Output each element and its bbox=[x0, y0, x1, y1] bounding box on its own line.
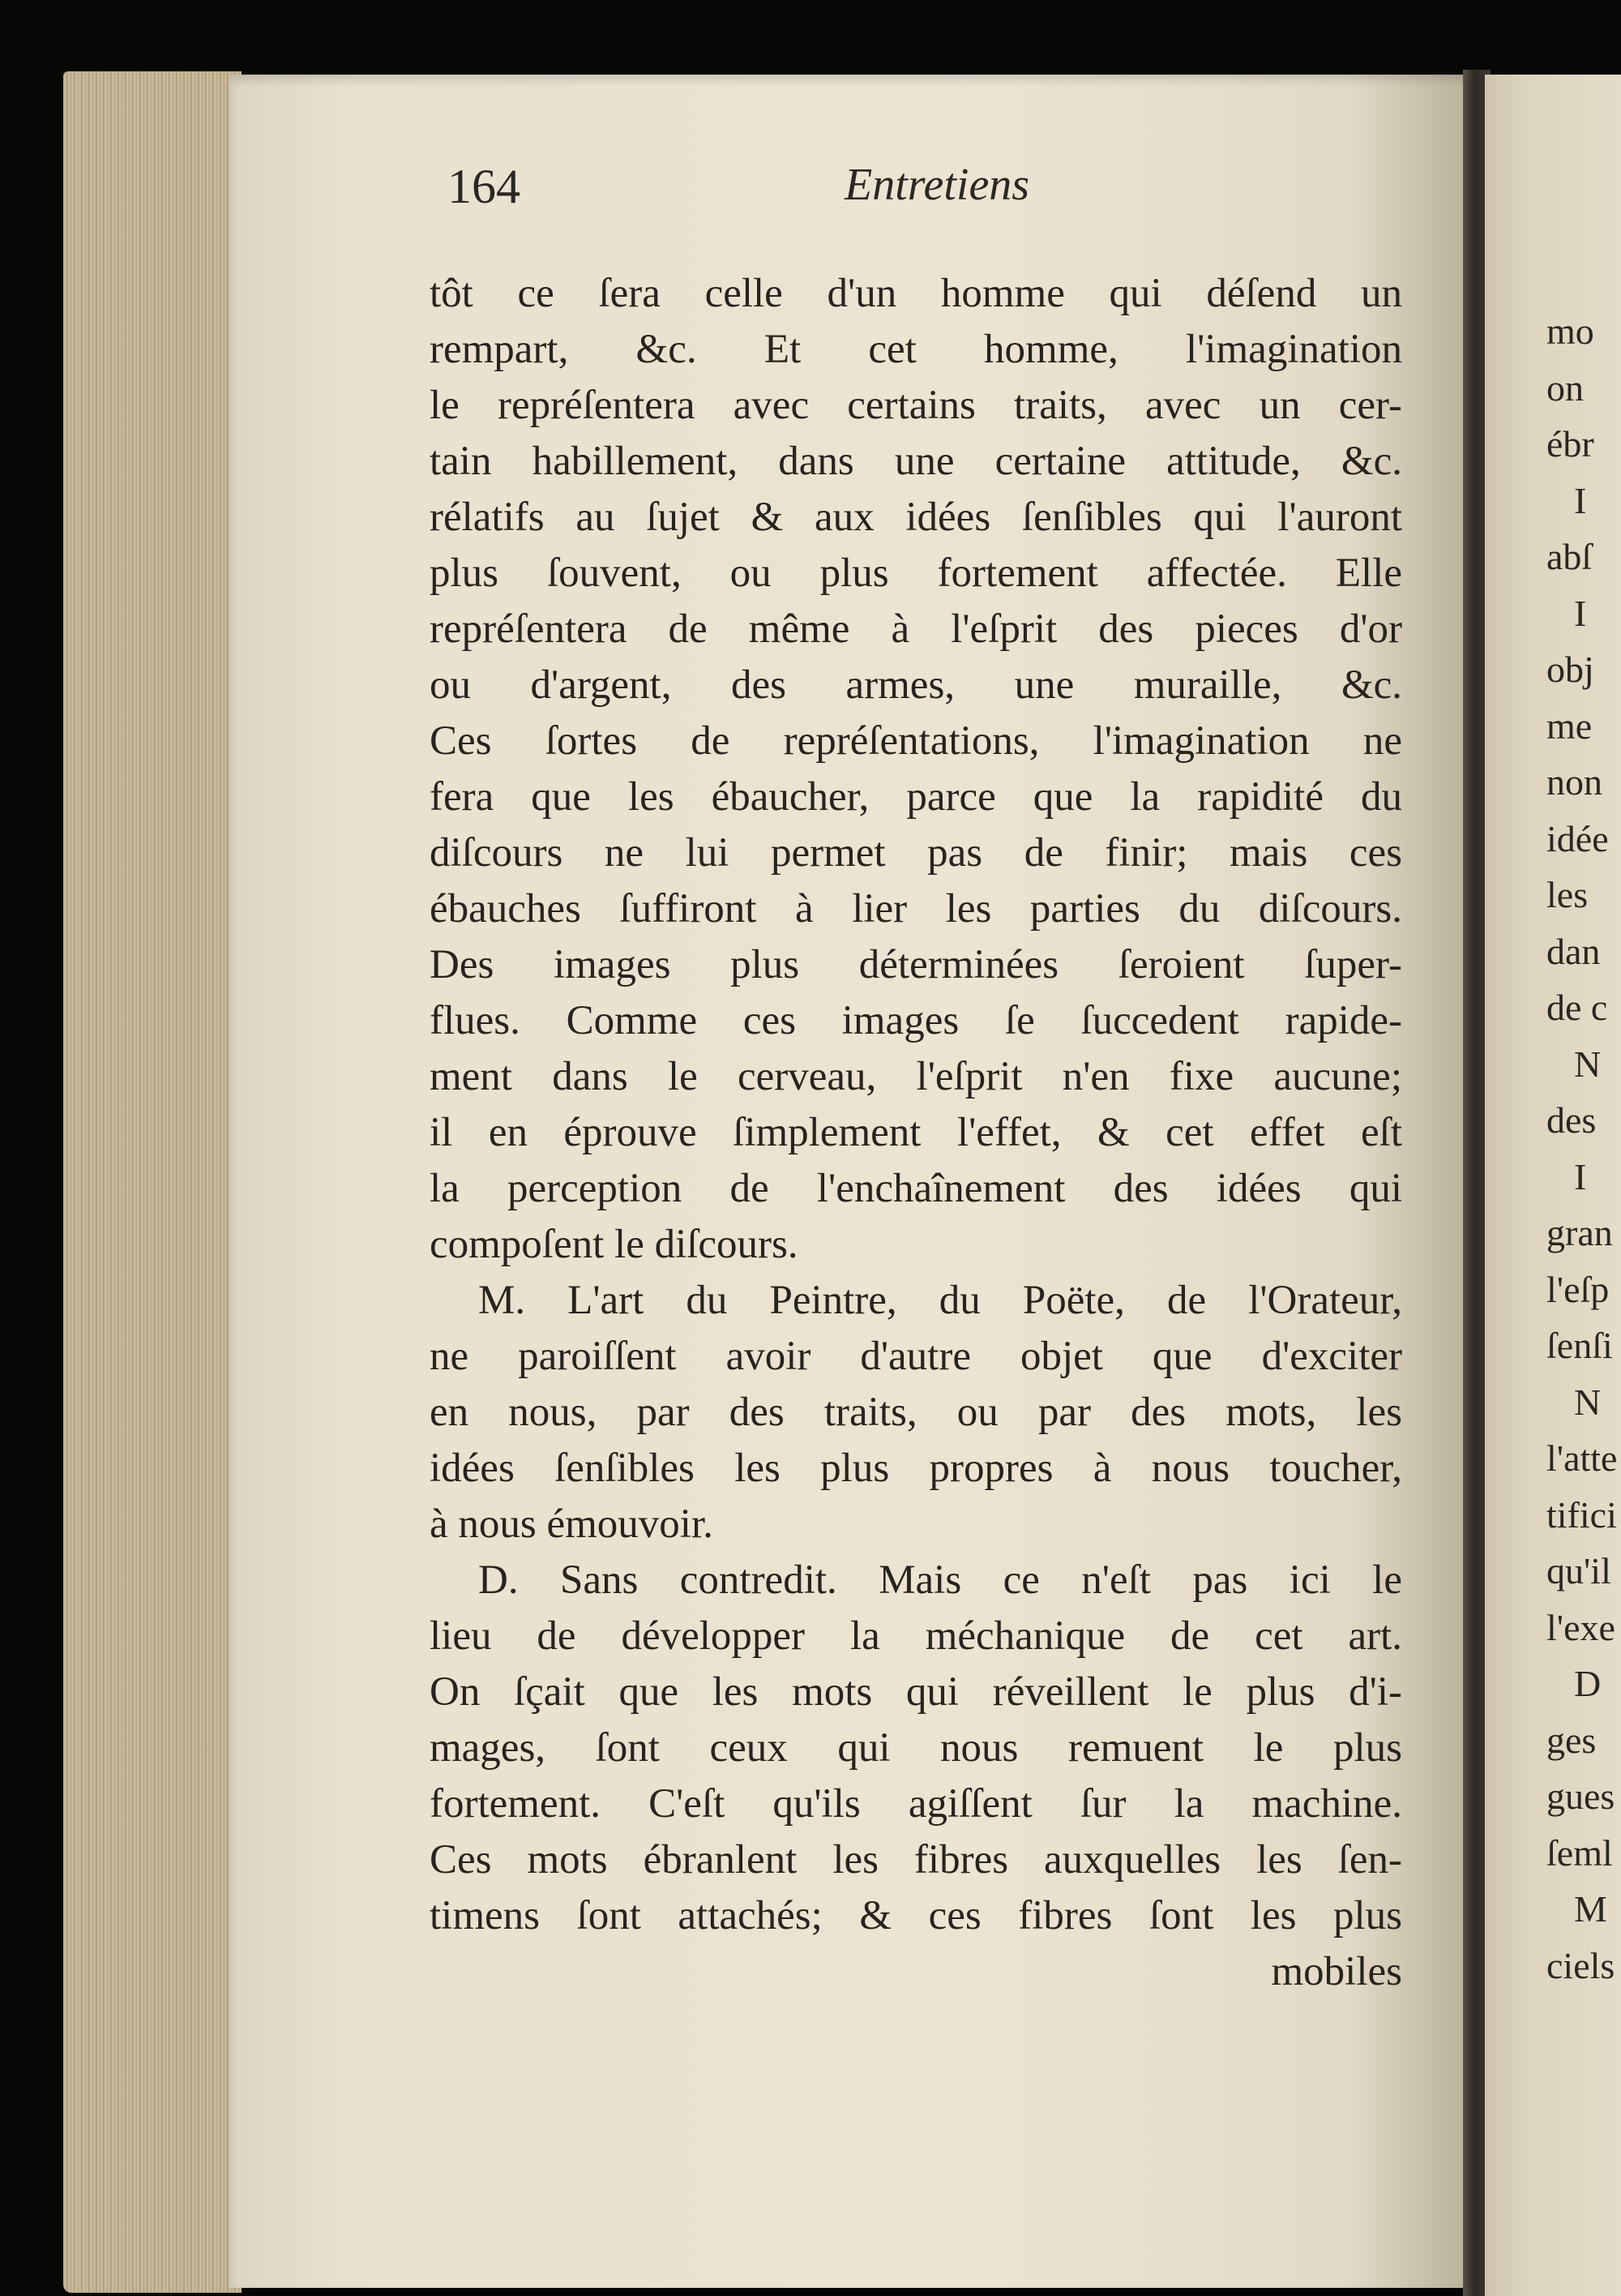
facing-line-fragment: ébr bbox=[1546, 423, 1594, 465]
facing-line-fragment: gran bbox=[1546, 1212, 1613, 1253]
text-line: idées ſenſibles les plus propres à nous toucher, bbox=[430, 1446, 1402, 1491]
text-line: D. Sans contredit. Mais ce n'eſt pas ici le bbox=[478, 1557, 1402, 1603]
facing-line-fragment: les bbox=[1546, 874, 1589, 915]
facing-line-fragment: M bbox=[1574, 1888, 1607, 1930]
text-line: timens ſont attachés; & ces fibres ſont les plus bbox=[430, 1893, 1402, 1938]
facing-line-fragment: ciels bbox=[1546, 1944, 1615, 1986]
facing-line-fragment: abſ bbox=[1546, 536, 1593, 577]
text-line: rempart, &c. Et cet homme, l'imagination bbox=[430, 327, 1402, 372]
facing-line-fragment: mo bbox=[1546, 311, 1594, 352]
facing-line-fragment: me bbox=[1546, 705, 1593, 747]
text-line: ou d'argent, des armes, une muraille, &c. bbox=[430, 662, 1402, 708]
facing-line-fragment: I bbox=[1574, 1155, 1587, 1197]
text-line: à nous émouvoir. bbox=[430, 1501, 713, 1547]
facing-line-fragment: obj bbox=[1546, 649, 1594, 690]
facing-line-fragment: non bbox=[1546, 761, 1602, 803]
facing-line-fragment: I bbox=[1574, 479, 1587, 521]
text-line: fera que les ébaucher, parce que la rapidité du bbox=[430, 774, 1402, 820]
text-line: ment dans le cerveau, l'eſprit n'en fixe aucune; bbox=[430, 1054, 1402, 1099]
running-title: Entretiens bbox=[845, 160, 1030, 210]
facing-line-fragment: N bbox=[1574, 1381, 1602, 1423]
facing-line-fragment: on bbox=[1546, 366, 1584, 409]
text-line: ne paroiſſent avoir d'autre objet que d'exciter bbox=[430, 1334, 1402, 1379]
facing-line-fragment: dan bbox=[1546, 930, 1601, 972]
facing-line-fragment: idée bbox=[1546, 817, 1609, 859]
right-page-fragment bbox=[1485, 75, 1621, 2296]
facing-line-fragment: ſeml bbox=[1546, 1831, 1613, 1874]
catchword: mobiles bbox=[1271, 1949, 1402, 1994]
text-line: tôt ce ſera celle d'un homme qui déſend un bbox=[430, 271, 1402, 316]
facing-line-fragment: D bbox=[1574, 1663, 1602, 1704]
text-line: mages, ſont ceux qui nous remuent le plus bbox=[430, 1725, 1402, 1771]
facing-line-fragment: qu'il bbox=[1546, 1550, 1611, 1591]
facing-line-fragment: l'exe bbox=[1546, 1606, 1615, 1648]
text-line: la perception de l'enchaînement des idées qui bbox=[430, 1166, 1402, 1211]
page-header bbox=[447, 159, 1388, 224]
body-text bbox=[430, 266, 1402, 2000]
text-line: Ces mots ébranlent les fibres auxquelles les ſen- bbox=[430, 1837, 1402, 1883]
text-line: en nous, par des traits, ou par des mots, les bbox=[430, 1390, 1402, 1435]
text-line: le repréſentera avec certains traits, avec un cer- bbox=[430, 383, 1402, 428]
text-line: ébauches ſuffiront à lier les parties du diſcours. bbox=[430, 886, 1402, 932]
text-line: diſcours ne lui permet pas de finir; mais ces bbox=[430, 830, 1402, 876]
facing-line-fragment: N bbox=[1574, 1043, 1602, 1085]
facing-line-fragment: I bbox=[1574, 592, 1587, 634]
page-edges bbox=[63, 71, 242, 2293]
facing-line-fragment: de c bbox=[1546, 987, 1608, 1028]
text-line: repréſentera de même à l'eſprit des pieces d'or bbox=[430, 606, 1402, 652]
text-line: fortement. C'eſt qu'ils agiſſent ſur la machine. bbox=[430, 1781, 1402, 1827]
facing-line-fragment: gues bbox=[1546, 1776, 1615, 1817]
page-number: 164 bbox=[447, 160, 520, 213]
text-line: il en éprouve ſimplement l'effet, & cet effet eſt bbox=[430, 1110, 1402, 1155]
text-line: Des images plus déterminées ſeroient ſuper- bbox=[430, 942, 1402, 987]
text-line: plus ſouvent, ou plus fortement affectée. Elle bbox=[430, 550, 1402, 596]
facing-line-fragment: l'atte bbox=[1546, 1437, 1618, 1479]
text-line: M. L'art du Peintre, du Poëte, de l'Orateur, bbox=[478, 1278, 1402, 1323]
facing-line-fragment: des bbox=[1546, 1099, 1597, 1141]
text-line: On ſçait que les mots qui réveillent le plus d'i- bbox=[430, 1669, 1402, 1715]
facing-line-fragment: l'eſp bbox=[1546, 1268, 1610, 1310]
text-line: tain habillement, dans une certaine attitude, &c. bbox=[430, 439, 1402, 484]
text-line: rélatifs au ſujet & aux idées ſenſibles qui l'auront bbox=[430, 495, 1402, 540]
text-line: flues. Comme ces images ſe ſuccedent rapide- bbox=[430, 998, 1402, 1043]
facing-line-fragment: ges bbox=[1546, 1719, 1597, 1761]
facing-line-fragment: tifici bbox=[1546, 1493, 1617, 1536]
facing-line-fragment: ſenſi bbox=[1546, 1325, 1613, 1366]
text-line: lieu de développer la méchanique de cet art. bbox=[430, 1613, 1402, 1659]
text-line: compoſent le diſcours. bbox=[430, 1222, 798, 1267]
text-line: Ces ſortes de repréſentations, l'imagination ne bbox=[430, 718, 1402, 764]
